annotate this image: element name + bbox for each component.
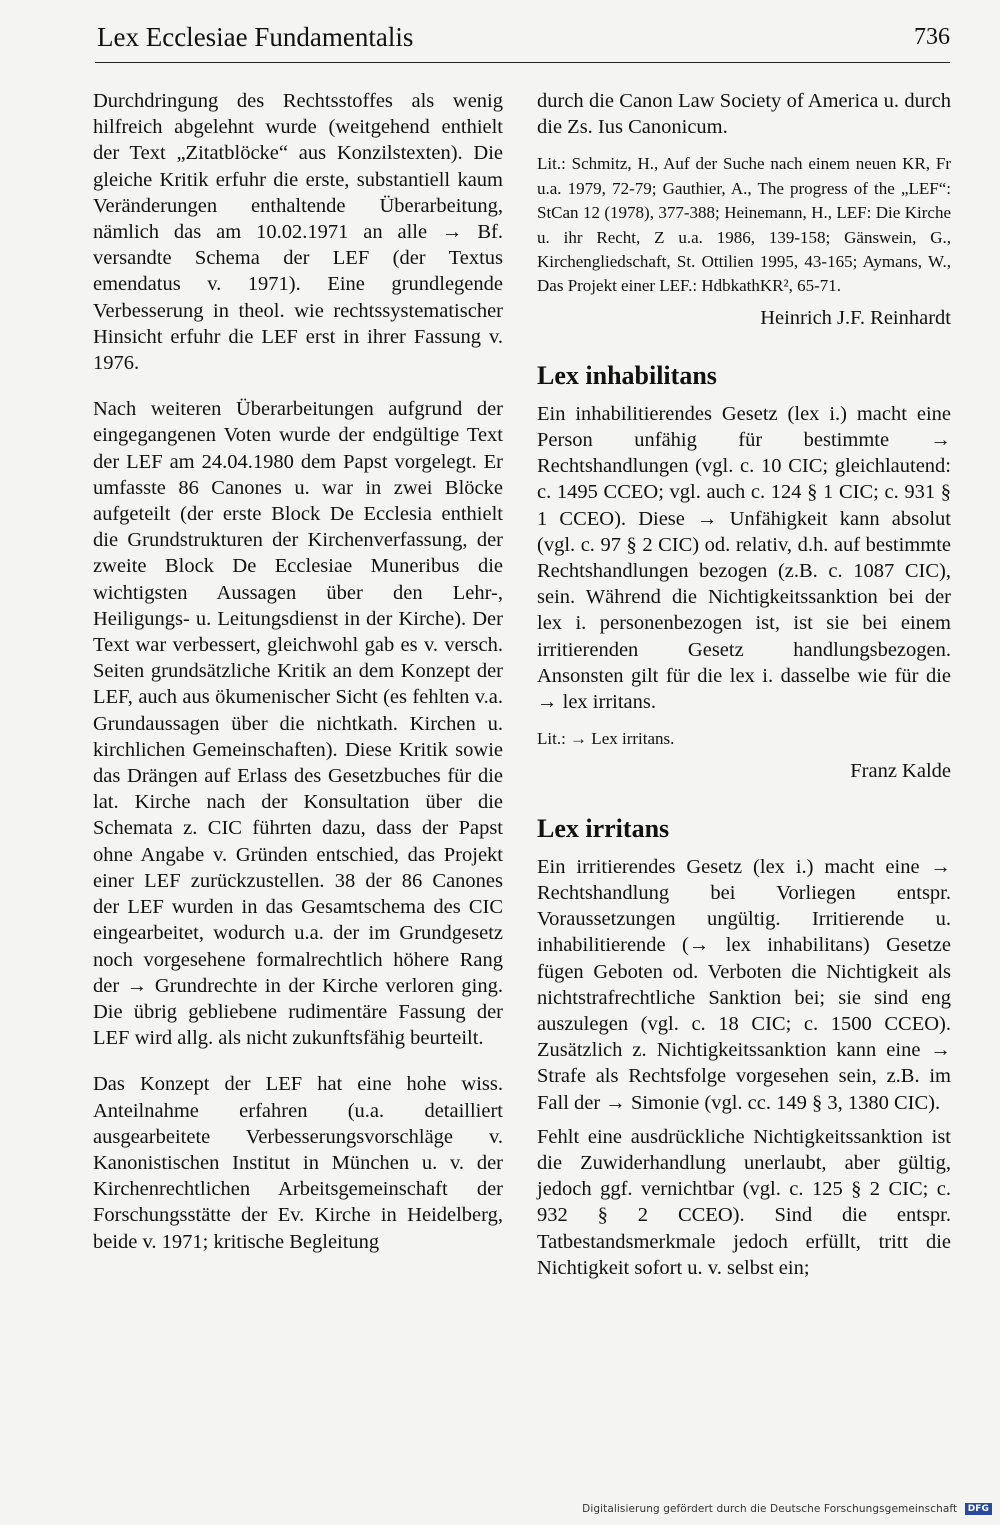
right-column — [537, 88, 951, 1281]
footer-credit — [582, 1503, 992, 1515]
footer-text: Digitalisierung gefördert durch die Deutsche Forschungsgemeinschaft — [582, 1503, 958, 1515]
paragraph-1: Durchdringung des Rechtsstoffes als wenig hilfreich abgelehnt wurde (weitgehend enthielt der Text „Zitatblöcke“ aus Konzilstexten). Die gleiche Kritik erfuhr die erste, substantiell kaum Veränderungen enthaltende Überarbeitung, nämlich das am 10.02.1971 an alle → Bf. versandte Schema der LEF (der Textus emendatus v. 1971). Eine grundlegende Verbesserung in theol. wie rechtssystematischer Hinsicht erfuhr die LEF erst in ihrer Fassung v. 1976. — [93, 90, 503, 375]
author-reinhardt: Heinrich J.F. Reinhardt — [760, 306, 951, 329]
literature-lex-inhabilitans: Lit.: → Lex irritans. — [537, 729, 675, 749]
dfg-logo: DFG — [965, 1503, 992, 1515]
entry-lex-inhabilitans-text: Ein inhabilitierendes Gesetz (lex i.) macht eine Person unfähig für bestimmte → Rechtshandlungen (vgl. c. 10 CIC; gleichlautend: c. 1495 CCEO; vgl. auch c. 124 § 1 CIC; c. 931 § 1 CCEO). Diese → Unfähigkeit kann absolut (vgl. c. 97 § 2 CIC) od. relativ, d.h. auf bestimmte Rechtshandlungen bezogen (z.B. c. 1087 CIC), sein. Während die Nichtigkeitssanktion bei der lex i. personenbezogen ist, ist sie bei einem irritierenden Gesetz handlungsbezogen. Ansonsten gilt für die lex i. dasselbe wie für die → lex irritans. — [537, 402, 951, 714]
literature-lef: Lit.: Schmitz, H., Auf der Suche nach einem neuen KR, Fr u.a. 1979, 72-79; Gauthier, A., The progress of the „LEF“: StCan 12 (1978), 377-388; Heinemann, H., LEF: Die Kirche u. ihr Recht, Z u.a. 1986, 139-158; Gänswein, G., Kirchengliedschaft, St. Ottilien 1995, 43-165; Aymans, W., Das Projekt einer LEF.: HdbkathKR², 65-71. — [537, 154, 951, 296]
entry-lex-irritans-text-1: Ein irritierendes Gesetz (lex i.) macht eine → Rechtshandlung bei Vorliegen entspr. Voraussetzungen ungültig. Irritierende u. inhabilitierende (→ lex inhabilitans) Gesetze fügen Geboten od. Verboten die Nichtigkeit als nichtstrafrechtliche Sanktion bei; sie sind eng auszulegen (vgl. c. 18 CIC; c. 1500 CCEO). Zusätzlich z. Nichtigkeitssanktion kann eine → Strafe als Rechtsfolge vorgesehen sein, z.B. im Fall der → Simonie (vgl. cc. 149 § 3, 1380 CIC). — [537, 855, 951, 1114]
heading-lex-irritans: Lex irritans — [537, 813, 670, 843]
author-kalde: Franz Kalde — [850, 759, 951, 782]
paragraph-continued: durch die Canon Law Society of America u. durch die Zs. Ius Canonicum. — [537, 90, 951, 139]
heading-lex-inhabilitans: Lex inhabilitans — [537, 360, 717, 390]
page-number: 736 — [914, 24, 950, 50]
paragraph-2: Nach weiteren Überarbeitungen aufgrund der eingegangenen Voten wurde der endgültige Text der LEF am 24.04.1980 dem Papst vorgelegt. Er umfasste 86 Canones u. war in zwei Blöcke aufgeteilt (der erste Block De Ecclesia enthielt die Grundstrukturen der Kirchenverfassung, der zweite Block De Ecclesiae Muneribus die wichtigsten Aussagen über den Lehr-, Heiligungs- u. Leitungsdienst in der Kirche). Der Text war verbessert, gleichwohl gab es v. versch. Seiten grundsätzliche Kritik an dem Konzept der LEF, auch aus ökumenischer Sicht (es fehlten v.a. Grundaussagen über die nichtkath. Kirchen u. kirchlichen Gemeinschaften). Diese Kritik sowie das Drängen auf Erlass des Gesetzbuches für die lat. Kirche nach der Konsultation über die Schemata z. CIC führten dazu, dass der Papst ohne Angabe v. Gründen entschied, das Projekt einer LEF zurückzustellen. 38 der 86 Canones der LEF wurden in das Gesamtschema des CIC eingearbeitet, wodurch u.a. der im Grundgesetz noch vorgesehene formalrechtlich höhere Rang der → Grundrechte in der Kirche verloren ging. Die übrig gebliebene rudimentäre Fassung der LEF wird allg. als nicht zukunftsfähig beurteilt. — [93, 398, 503, 1050]
entry-lex-irritans-text-2: Fehlt eine ausdrückliche Nichtigkeitssanktion ist die Zuwiderhandlung unerlaubt, aber gültig, jedoch ggf. vernichtbar (vgl. c. 125 § 2 CIC; c. 932 § 2 CCEO). Sind die entspr. Tatbestandsmerkmale jedoch erfüllt, tritt die Nichtigkeit sofort u. v. selbst ein; — [537, 1125, 951, 1279]
left-column — [93, 88, 503, 1255]
page-header — [95, 18, 950, 63]
paragraph-3: Das Konzept der LEF hat eine hohe wiss. Anteilnahme erfahren (u.a. detailliert ausgearbeitete Verbesserungsvorschläge v. Kanonistischen Institut in München u. v. der Kirchenrechtlichen Arbeitsgemeinschaft der Forschungsstätte der Ev. Kirche in Heidelberg, beide v. 1971; kritische Begleitung — [93, 1073, 503, 1253]
running-title: Lex Ecclesiae Fundamentalis — [97, 22, 414, 52]
